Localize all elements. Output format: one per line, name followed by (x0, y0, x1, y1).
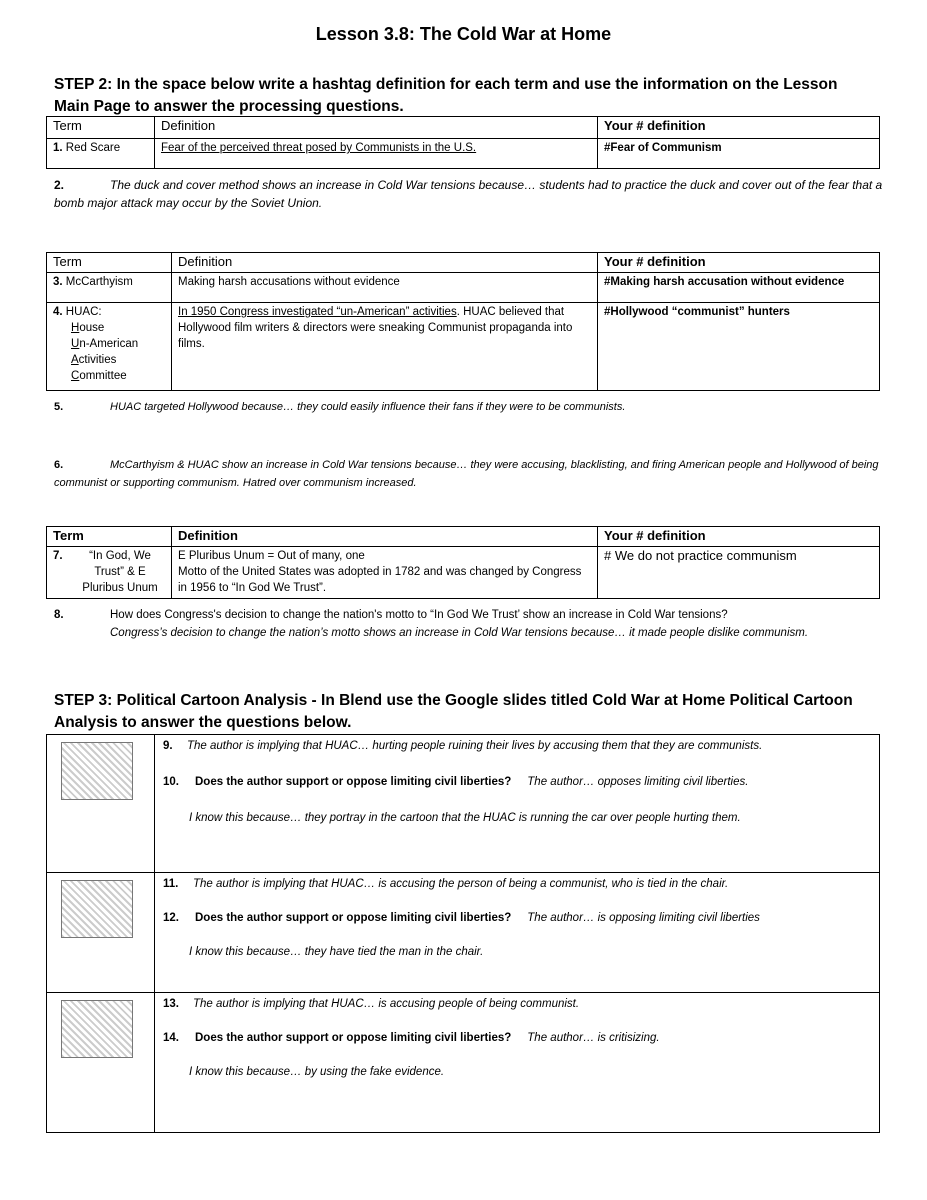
question-5 (54, 398, 884, 416)
definition-rest: . HUAC believed that Hollywood film writers & directors were sneaking Communist propaganda into films. (178, 306, 573, 350)
cartoon-cell (47, 735, 155, 873)
question-text: Does the author support or oppose limiting civil liberties? (195, 1032, 512, 1044)
header-hashtag: Your # definition (598, 527, 880, 547)
definition-cell: Making harsh accusations without evidence (172, 273, 598, 303)
cartoon-row (47, 735, 880, 873)
question-number: 6. (54, 459, 64, 471)
step3-instructions: STEP 3: Political Cartoon Analysis - In Blend use the Google slides titled Cold War at Home Political Cartoon Analysis to answer the questions below. (54, 692, 853, 731)
question-number: 14. (163, 1032, 179, 1044)
question-8 (54, 606, 884, 642)
term-cell (47, 139, 155, 169)
term-number: 7. (53, 550, 63, 562)
step2-instructions: STEP 2: In the space below write a hashtag definition for each term and use the information on the Lesson Main Page to answer the processing questions. (54, 76, 838, 115)
acronym-letter: C (71, 370, 80, 382)
question-number: 2. (54, 178, 65, 192)
question-6 (54, 456, 884, 492)
acronym-letter: U (71, 338, 80, 350)
question-number: 8. (54, 609, 64, 621)
term-text: Red Scare (65, 142, 121, 154)
definition-line: Motto of the United States was adopted in 1782 and was changed by Congress in 1956 to “In God We Trust”. (178, 566, 582, 594)
header-term: Term (47, 253, 172, 273)
header-term: Term (47, 527, 172, 547)
hashtag-cell: # We do not practice communism (598, 547, 880, 599)
hashtag-cell: #Making harsh accusation without evidence (598, 273, 880, 303)
question-number: 5. (54, 401, 64, 413)
acronym-letter: A (71, 354, 79, 366)
answer-text: The author is implying that HUAC… is accusing the person of being a communist, who is tied in the chair. (193, 878, 729, 890)
header-definition: Definition (155, 117, 598, 139)
cartoon-cell (47, 993, 155, 1133)
header-definition: Definition (172, 527, 598, 547)
header-term: Term (47, 117, 155, 139)
question-text: Does the author support or oppose limiting civil liberties? (195, 776, 512, 788)
definition-cell (172, 303, 598, 391)
definition-text: Fear of the perceived threat posed by Communists in the U.S. (161, 142, 477, 154)
cartoon-questions (155, 735, 880, 873)
question-number: 11. (163, 878, 179, 890)
acronym-rest: ouse (79, 322, 105, 334)
acronym-letter: H (71, 322, 80, 334)
answer-text: I know this because… they portray in the cartoon that the HUAC is running the car over people hurting them. (189, 812, 741, 824)
acronym-line (71, 320, 165, 336)
header-hashtag: Your # definition (598, 117, 880, 139)
page-title: Lesson 3.8: The Cold War at Home (315, 24, 612, 44)
term-table-3 (46, 526, 880, 599)
term-number: 4. (53, 306, 63, 318)
cartoon-questions (155, 993, 880, 1133)
answer-text: I know this because… by using the fake evidence. (189, 1066, 445, 1078)
question-number: 13. (163, 998, 179, 1010)
question-number: 12. (163, 912, 179, 924)
acronym-line (71, 352, 165, 368)
term-cell (47, 303, 172, 391)
cartoon-row (47, 993, 880, 1133)
definition-cell (172, 547, 598, 599)
cartoon-cell (47, 873, 155, 993)
acronym-line (71, 368, 165, 384)
answer-text: Congress’s decision to change the nation’s motto shows an increase in Cold War tensions because… it made people dislike communism. (110, 627, 809, 639)
definition-cell (155, 139, 598, 169)
term-table-2 (46, 252, 880, 391)
header-definition: Definition (172, 253, 598, 273)
answer-text: The author… is critisizing. (527, 1032, 660, 1044)
cartoon-analysis-table (46, 734, 880, 1133)
question-number: 9. (163, 740, 173, 752)
acronym-rest: n-American (79, 338, 139, 350)
answer-text: The author… opposes limiting civil liberties. (527, 776, 749, 788)
answer-text: The author is implying that HUAC… hurting people ruining their lives by accusing them that they are communists. (187, 740, 763, 752)
political-cartoon-image (61, 742, 133, 800)
acronym-list (53, 320, 165, 384)
question-number: 10. (163, 776, 179, 788)
term-cell (47, 273, 172, 303)
cartoon-questions (155, 873, 880, 993)
term-text: McCarthyism (65, 276, 133, 288)
answer-text: HUAC targeted Hollywood because… they could easily influence their fans if they were to be communists. (110, 401, 626, 413)
definition-line: E Pluribus Unum = Out of many, one (178, 550, 365, 562)
term-cell (47, 547, 172, 599)
answer-text: The author… is opposing limiting civil liberties (527, 912, 760, 924)
hashtag-cell: #Hollywood “communist” hunters (598, 303, 880, 391)
header-hashtag: Your # definition (598, 253, 880, 273)
answer-text: McCarthyism & HUAC show an increase in Cold War tensions because… they were accusing, blacklisting, and firing American people and Hollywood of being communist or supporting communism. Hatred over communism increased. (54, 459, 879, 489)
cartoon-row (47, 873, 880, 993)
political-cartoon-image (61, 880, 133, 938)
answer-text: The duck and cover method shows an increase in Cold War tensions because… students had to practice the duck and cover out of the fear that a bomb major attack may occur by the Soviet Union. (54, 178, 883, 210)
question-text: How does Congress's decision to change the nation's motto to “In God We Trust’ show an increase in Cold War tensions? (110, 609, 728, 621)
question-2 (54, 176, 884, 212)
definition-underlined: In 1950 Congress investigated “un-American” activities (178, 306, 457, 318)
hashtag-cell: #Fear of Communism (598, 139, 880, 169)
term-text: HUAC: (65, 306, 102, 318)
answer-text: I know this because… they have tied the man in the chair. (189, 946, 484, 958)
term-text: “In God, We Trust” & E Pluribus Unum (82, 550, 158, 594)
acronym-rest: ctivities (78, 354, 117, 366)
term-number: 1. (53, 142, 63, 154)
answer-text: The author is implying that HUAC… is accusing people of being communist. (193, 998, 580, 1010)
acronym-line (71, 336, 165, 352)
term-number: 3. (53, 276, 63, 288)
political-cartoon-image (61, 1000, 133, 1058)
question-text: Does the author support or oppose limiting civil liberties? (195, 912, 512, 924)
term-table-1 (46, 116, 880, 169)
acronym-rest: ommittee (79, 370, 127, 382)
